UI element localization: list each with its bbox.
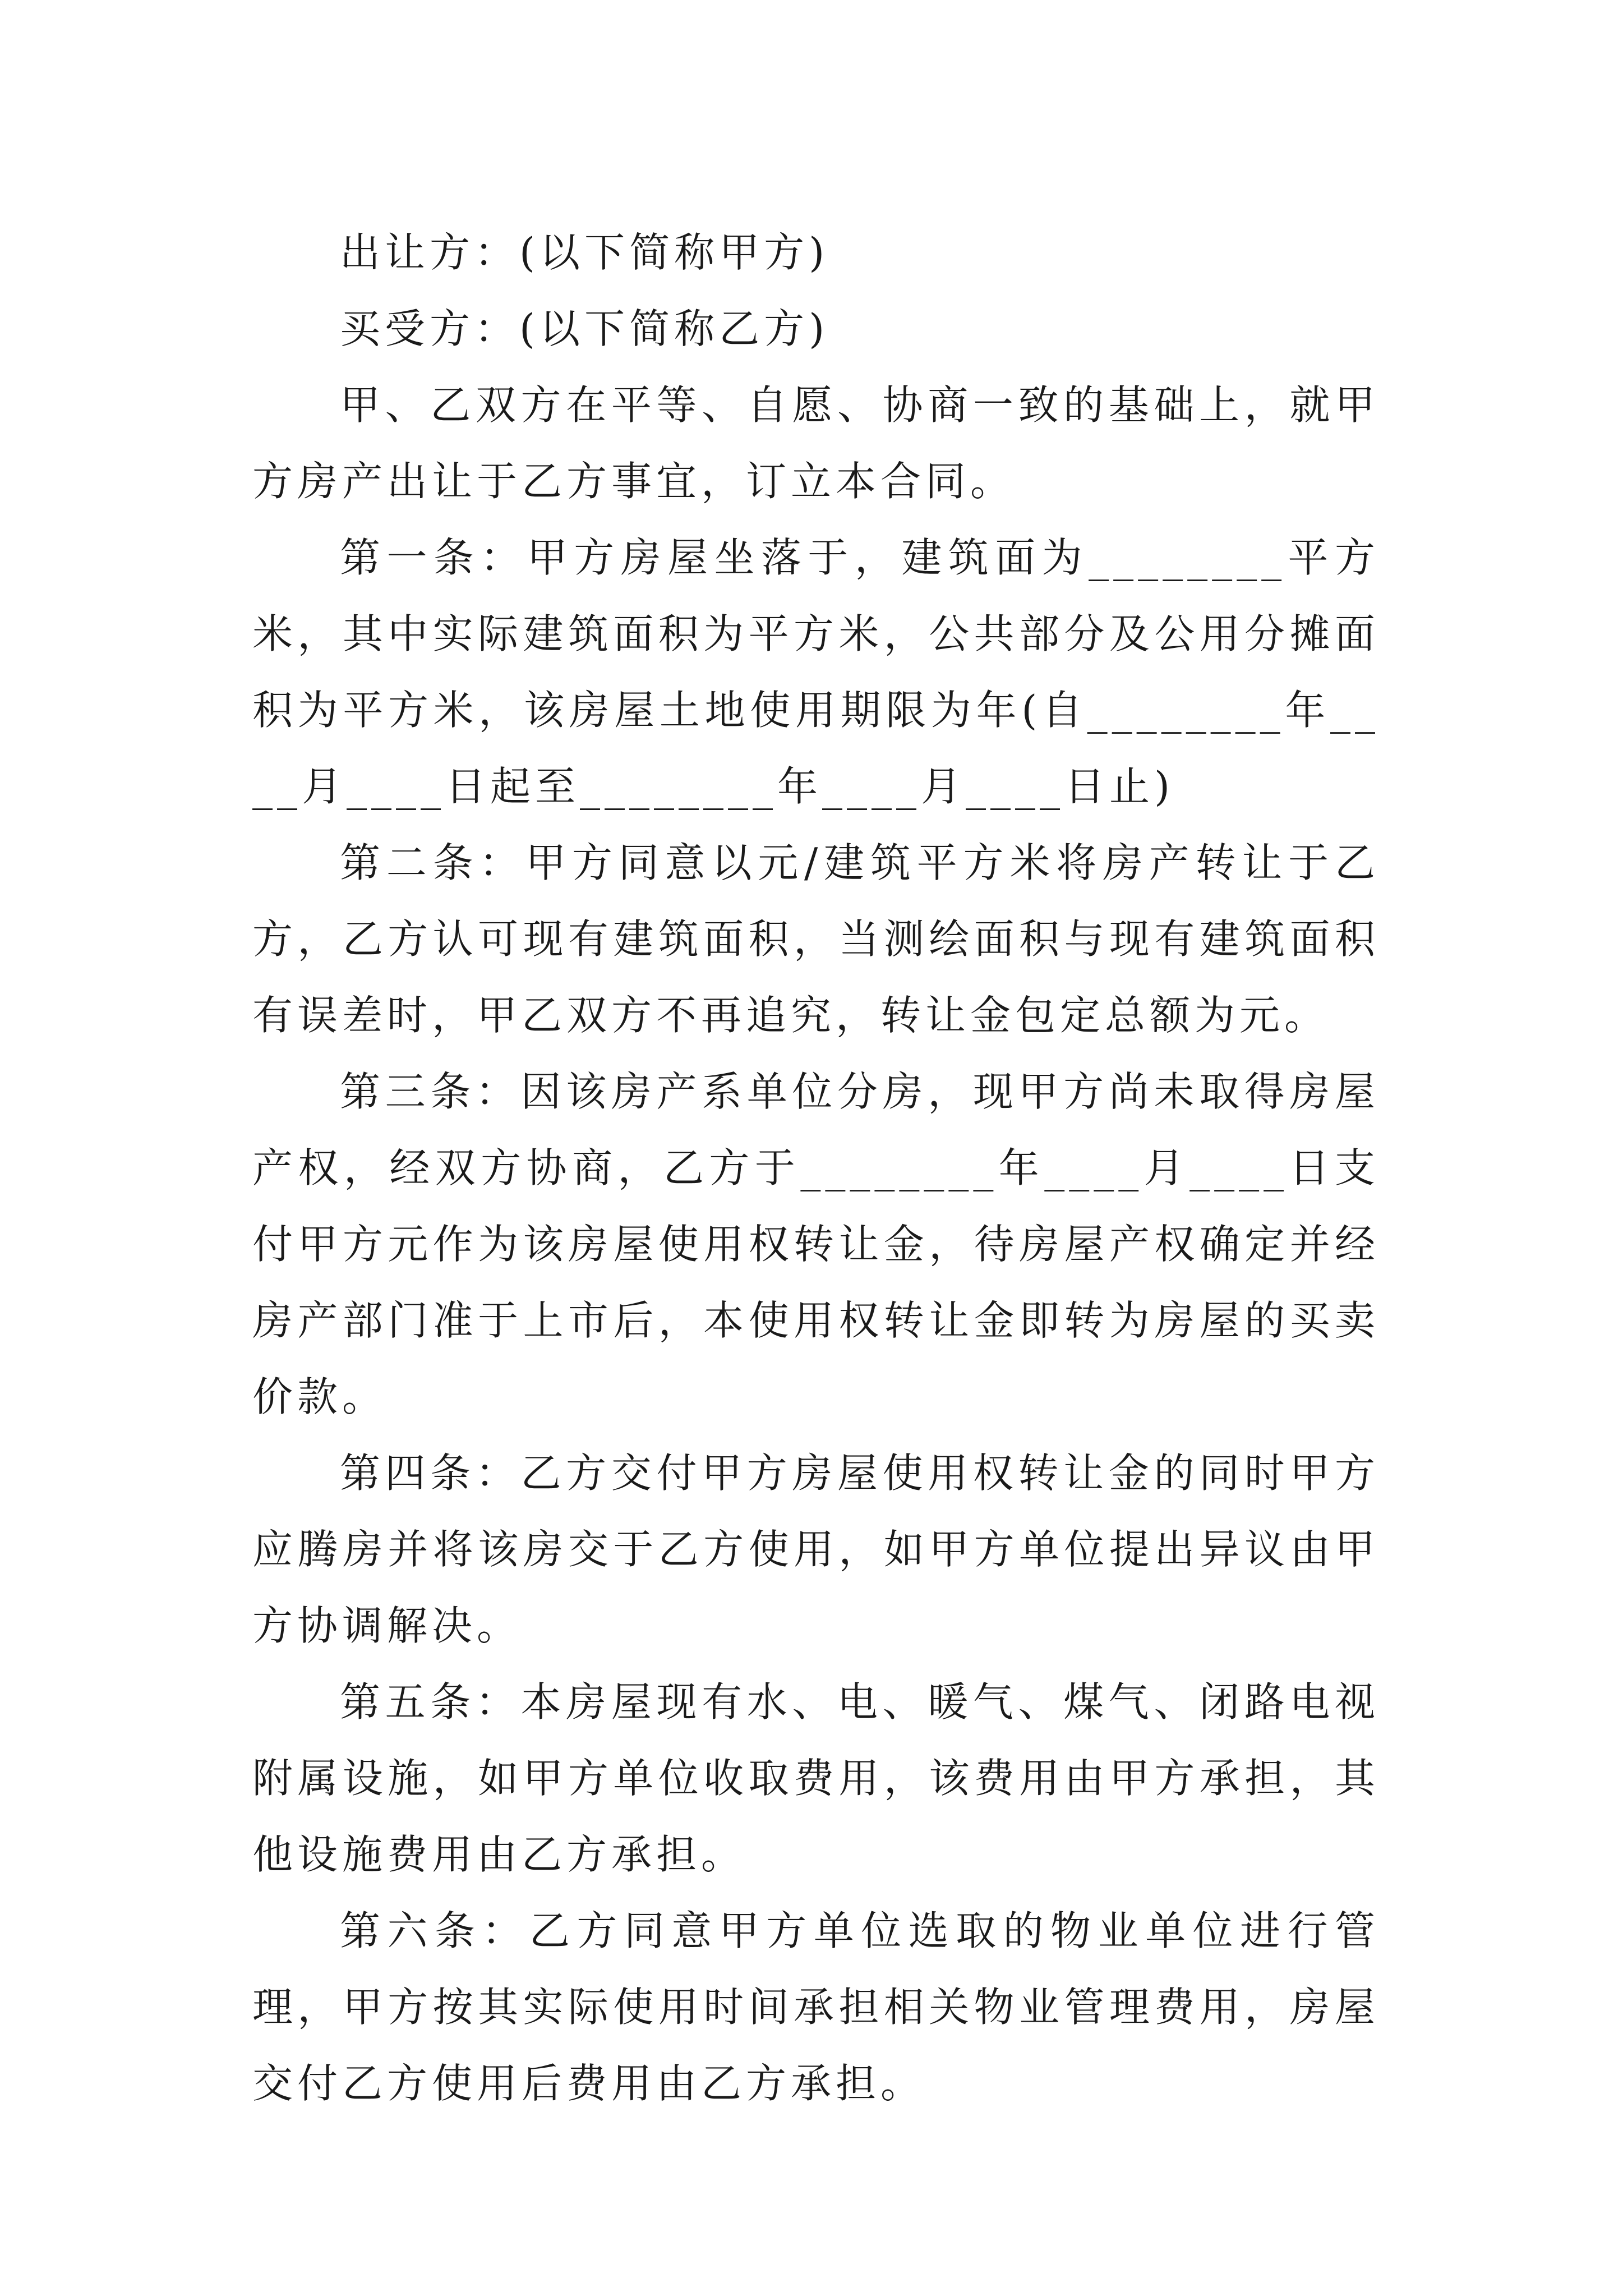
article-3: 第三条：因该房产系单位分房，现甲方尚未取得房屋产权，经双方协商，乙方于________年____月____日支付甲方元作为该房屋使用权转让金，待房屋产权确定并经房产部门准于上市后，本使用权转让金即转为房屋的买卖价款。	[252, 1068, 1380, 1420]
article-2: 第二条：甲方同意以元/建筑平方米将房产转让于乙方，乙方认可现有建筑面积，当测绘面积与现有建筑面积有误差时，甲乙双方不再追究，转让金包定总额为元。	[252, 839, 1380, 1039]
party-seller: 出让方：(以下简称甲方)	[340, 229, 829, 276]
article-5: 第五条：本房屋现有水、电、暖气、煤气、闭路电视附属设施，如甲方单位收取费用，该费用由甲方承担，其他设施费用由乙方承担。	[252, 1678, 1380, 1878]
party-buyer: 买受方：(以下简称乙方)	[340, 305, 829, 352]
document-page	[252, 214, 1380, 2122]
article-1: 第一条：甲方房屋坐落于，建筑面为________平方米，其中实际建筑面积为平方米，公共部分及公用分摊面积为平方米，该房屋土地使用期限为年(自________年____月____日起至________年____月____日止)	[252, 534, 1380, 810]
article-6: 第六条：乙方同意甲方单位选取的物业单位进行管理，甲方按其实际使用时间承担相关物业管理费用，房屋交付乙方使用后费用由乙方承担。	[252, 1907, 1380, 2107]
preamble: 甲、乙双方在平等、自愿、协商一致的基础上，就甲方房产出让于乙方事宜，订立本合同。	[252, 381, 1380, 505]
article-4: 第四条：乙方交付甲方房屋使用权转让金的同时甲方应腾房并将该房交于乙方使用，如甲方单位提出异议由甲方协调解决。	[252, 1450, 1380, 1649]
